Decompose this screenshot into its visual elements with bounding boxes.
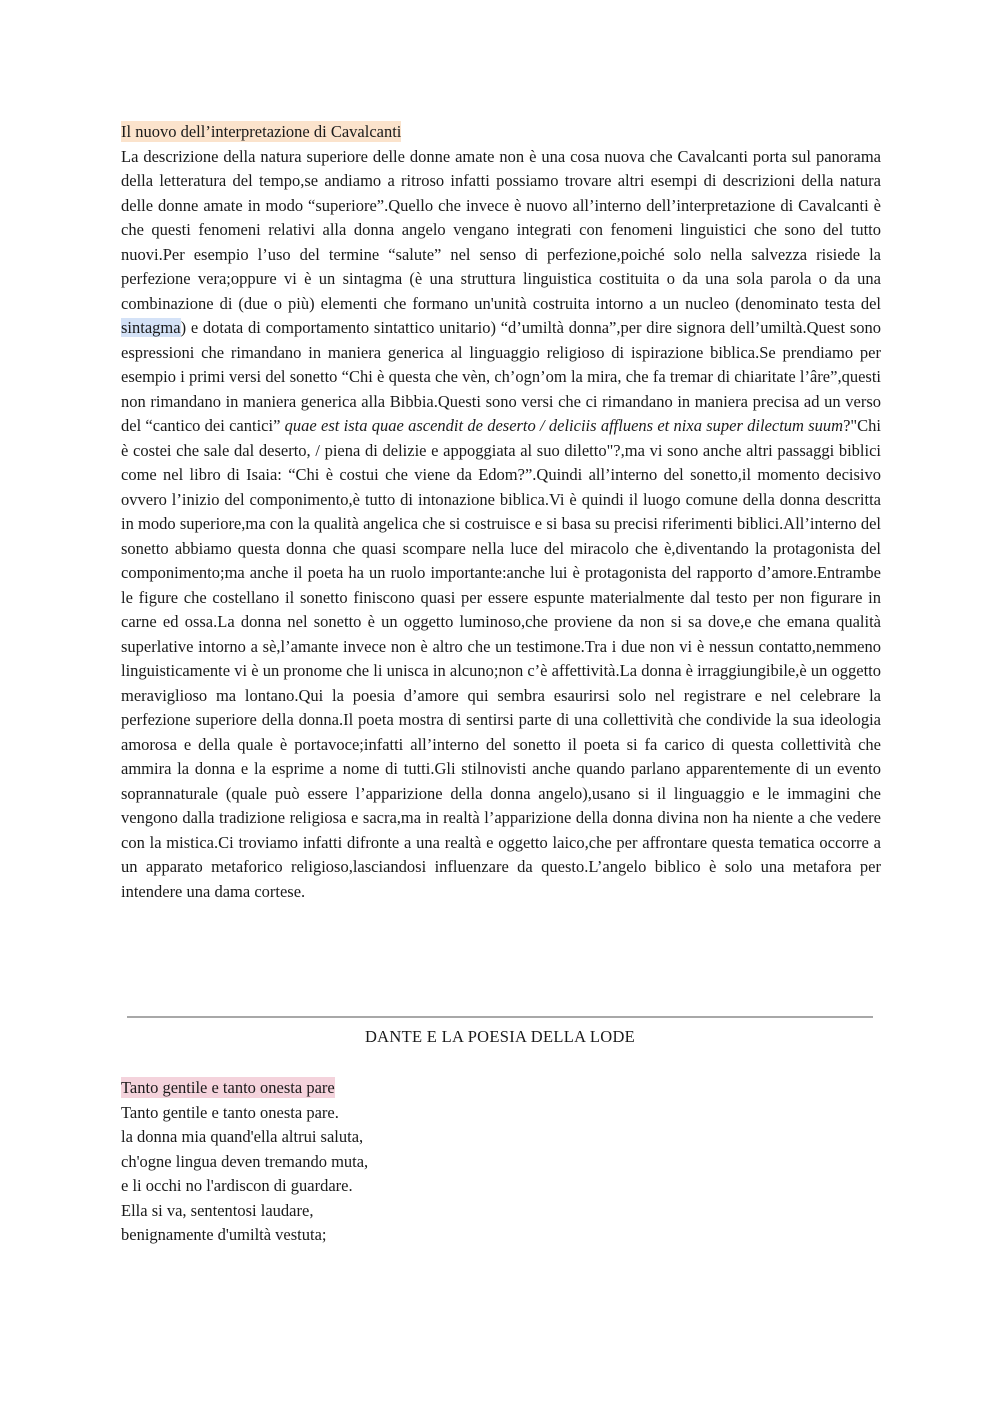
document-body: [121, 120, 881, 904]
section-title-dante: DANTE E LA POESIA DELLA LODE: [364, 1027, 636, 1046]
poem-line: benignamente d'umiltà vestuta;: [121, 1225, 327, 1244]
poem-line: Ella si va, sententosi laudare,: [121, 1200, 314, 1220]
heading-highlight[interactable]: Il nuovo dell’interpretazione di Cavalcanti: [121, 122, 402, 141]
poem-heading-highlight[interactable]: Tanto gentile e tanto onesta pare: [121, 1078, 335, 1097]
poem-line: la donna mia quand'ella altrui saluta,: [121, 1127, 364, 1146]
poem-line: e li occhi no l'ardiscon di guardare.: [121, 1176, 353, 1195]
selected-word-sintagma[interactable]: sintagma: [121, 318, 181, 337]
section-heading-cavalcanti: [121, 120, 881, 145]
body-paragraph: [121, 145, 881, 905]
section-divider: [127, 1016, 873, 1018]
poem-line: ch'ogne lingua deven tremando muta,: [121, 1151, 369, 1171]
paragraph-text-part2: ) e dotata di comportamento sintattico unitario) “d’umiltà donna”,per dire signora dell’umiltà.Quest sono espressioni che rimandano in maniera generica al linguaggio religioso di ispirazione biblica.Se prendiamo per esempio i primi versi del sonetto “Chi è questa che vèn, ch’ogn’om la mira, che fa tremar di chiaritate l’âre”,questi non rimandano in maniera generica alla Bibbia.Questi sono versi che ci rimandano in maniera precisa ad un verso del “cantico dei cantici”: [121, 318, 881, 435]
poem-heading-row: [121, 1076, 821, 1101]
poem-line: Tanto gentile e tanto onesta pare.: [121, 1102, 339, 1122]
paragraph-text-part3: ?"Chi è costei che sale dal deserto, / piena di delizie e appoggiata al suo diletto"?,ma vi sono anche altri passaggi biblici come nel libro di Isaia: “Chi è costui che viene da Edom?”.Quindi all’interno del sonetto,il momento decisivo ovvero l’inizio del componimento,è tutto di intonazione biblica.Vi è quindi il luogo comune della donna descritta in modo superiore,ma con la qualità angelica che si costruisce e si basa su precisi riferimenti biblici.All’interno del sonetto abbiamo questa donna che quasi scompare nella luce del miracolo che è,diventando la protagonista del componimento;ma anche il poeta ha un ruolo importante:anche lui è protagonista del rapporto d’amore.Entrambe le figure che costellano il sonetto finiscono quasi per essere espunte materialmente dal testo per non figurare in carne ed ossa.La donna nel sonetto è un oggetto luminoso,che proviene da non si sa dove,e che emana qualità superlative intorno a sè,l’amante invece non è altro che un testimone.Tra i due non vi è nessun contatto,nemmeno linguisticamente vi è un pronome che li unisca in alcuno;non c’è affettività.La donna è irraggiungibile,è un oggetto meraviglioso ma lontano.Qui la poesia d’amore qui sembra esaurirsi solo nel registrare e nel celebrare la perfezione superiore della donna.Il poeta mostra di sentirsi parte di una collettività che condivide la sua ideologia amorosa e della quale è portavoce;infatti all’interno del sonetto il poeta si fa carico di questa collettività che ammira la donna e la esprime a nome di tutti.Gli stilnovisti anche quando parlano apparentemente di un evento soprannaturale (quale può essere l’apparizione della donna angelo),usano si il linguaggio e le immagini che vengono dalla tradizione religiosa e sacra,ma in realtà l’apparizione della donna divina non ha niente a che vedere con la mistica.Ci troviamo infatti difronte a una realtà e oggetto laico,che per affrontare questa tematica occorre a un apparato metaforico religioso,lasciandosi influenzare da questo.L’angelo biblico è solo una metafora per intendere una dama cortese.: [121, 416, 881, 901]
latin-quote: quae est ista quae ascendit de deserto / deliciis affluens et nixa super dilectum suum: [284, 416, 844, 435]
paragraph-text-part1: La descrizione della natura superiore delle donne amate non è una cosa nuova che Cavalcanti porta sul panorama della letteratura del tempo,se andiamo a ritroso infatti possiamo trovare altri esempi di descrizioni della natura delle donne amate in modo “superiore”.Quello che invece è nuovo all’interno dell’interpretazione di Cavalcanti è che questi fenomeni relativi alla donna angelo vengano integrati con fenomeni linguistici che sono del tutto nuovi.Per esempio l’uso del termine “salute” nel senso di perfezione,poiché solo nella salvezza risiede la perfezione vera;oppure vi è un sintagma (è una struttura linguistica costituita o da una sola parola o da una combinazione di (due o più) elementi che formano un'unità costruita intorno a un nucleo (denominato testa del: [121, 146, 881, 313]
poem-block: [121, 1076, 821, 1248]
